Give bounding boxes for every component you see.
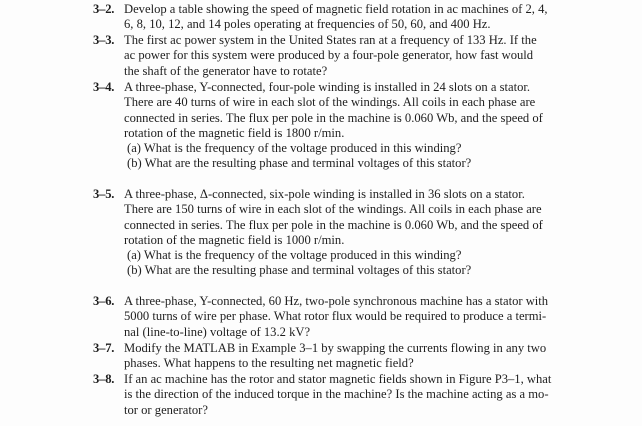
problem-text-line: is the direction of the induced torque in the machine? Is the machine acting as a mo- bbox=[124, 387, 549, 402]
problem-number: 3–6. bbox=[93, 294, 115, 308]
problem-text-line: There are 40 turns of wire in each slot of the windings. All coils in each phase are bbox=[124, 95, 536, 110]
problem-text-line: 6, 8, 10, 12, and 14 poles operating at frequencies of 50, 60, and 400 Hz. bbox=[124, 17, 491, 32]
problem-3-8 bbox=[93, 372, 593, 418]
problem-text-line: connected in series. The flux per pole in the machine is 0.060 Wb, and the speed of bbox=[124, 110, 543, 125]
problem-text-line: nal (line-to-line) voltage of 13.2 kV? bbox=[124, 324, 311, 339]
problem-3-2 bbox=[93, 2, 593, 33]
problem-3-4 bbox=[93, 80, 593, 172]
problem-text-line: phases. What happens to the resulting net magnetic field? bbox=[124, 356, 414, 371]
problem-3-5 bbox=[93, 187, 593, 279]
problem-3-3 bbox=[93, 33, 593, 79]
problem-number: 3–7. bbox=[93, 341, 115, 355]
problem-number: 3–8. bbox=[93, 372, 115, 386]
problem-text-line: Develop a table showing the speed of magnetic field rotation in ac machines of 2, 4, bbox=[124, 2, 548, 16]
problem-text-line: Modify the MATLAB in Example 3–1 by swapping the currents flowing in any two bbox=[124, 341, 547, 355]
problem-text-line: the shaft of the generator have to rotate? bbox=[124, 63, 328, 78]
problem-text-line: rotation of the magnetic field is 1000 r/min. bbox=[124, 232, 345, 247]
problem-text-line: The first ac power system in the United States ran at a frequency of 133 Hz. If the bbox=[124, 33, 537, 47]
problem-3-7 bbox=[93, 341, 593, 372]
problem-3-6 bbox=[93, 294, 593, 340]
problem-text-line: If an ac machine has the rotor and stator magnetic fields shown in Figure P3–1, what bbox=[124, 372, 552, 386]
problem-text-line: rotation of the magnetic field is 1800 r/min. bbox=[124, 125, 345, 140]
problem-subpart-b: (b) What are the resulting phase and terminal voltages of this stator? bbox=[127, 156, 472, 171]
problem-text-line: tor or generator? bbox=[124, 402, 208, 417]
problem-text-line: connected in series. The flux per pole in the machine is 0.060 Wb, and the speed of bbox=[124, 217, 543, 232]
problem-subpart-b: (b) What are the resulting phase and terminal voltages of this stator? bbox=[127, 263, 472, 278]
problem-subpart-a: (a) What is the frequency of the voltage produced in this winding? bbox=[127, 248, 462, 263]
problem-text-line: There are 150 turns of wire in each slot of the windings. All coils in each phase are bbox=[124, 202, 542, 217]
problem-text-line: A three-phase, Y-connected, 60 Hz, two-pole synchronous machine has a stator with bbox=[124, 294, 549, 308]
problem-text-line: A three-phase, Δ-connected, six-pole winding is installed in 36 slots on a stator. bbox=[124, 187, 525, 201]
problem-number: 3–2. bbox=[93, 2, 115, 16]
problem-number: 3–4. bbox=[93, 80, 115, 94]
problem-text-line: ac power for this system were produced by a four-pole generator, how fast would bbox=[124, 48, 534, 63]
problem-text-line: A three-phase, Y-connected, four-pole winding is installed in 24 slots on a stator. bbox=[124, 80, 531, 94]
problem-number: 3–3. bbox=[93, 33, 115, 47]
problem-subpart-a: (a) What is the frequency of the voltage produced in this winding? bbox=[127, 141, 462, 156]
problem-number: 3–5. bbox=[93, 187, 115, 201]
problem-text-line: 5000 turns of wire per phase. What rotor flux would be required to produce a termi- bbox=[124, 309, 547, 324]
